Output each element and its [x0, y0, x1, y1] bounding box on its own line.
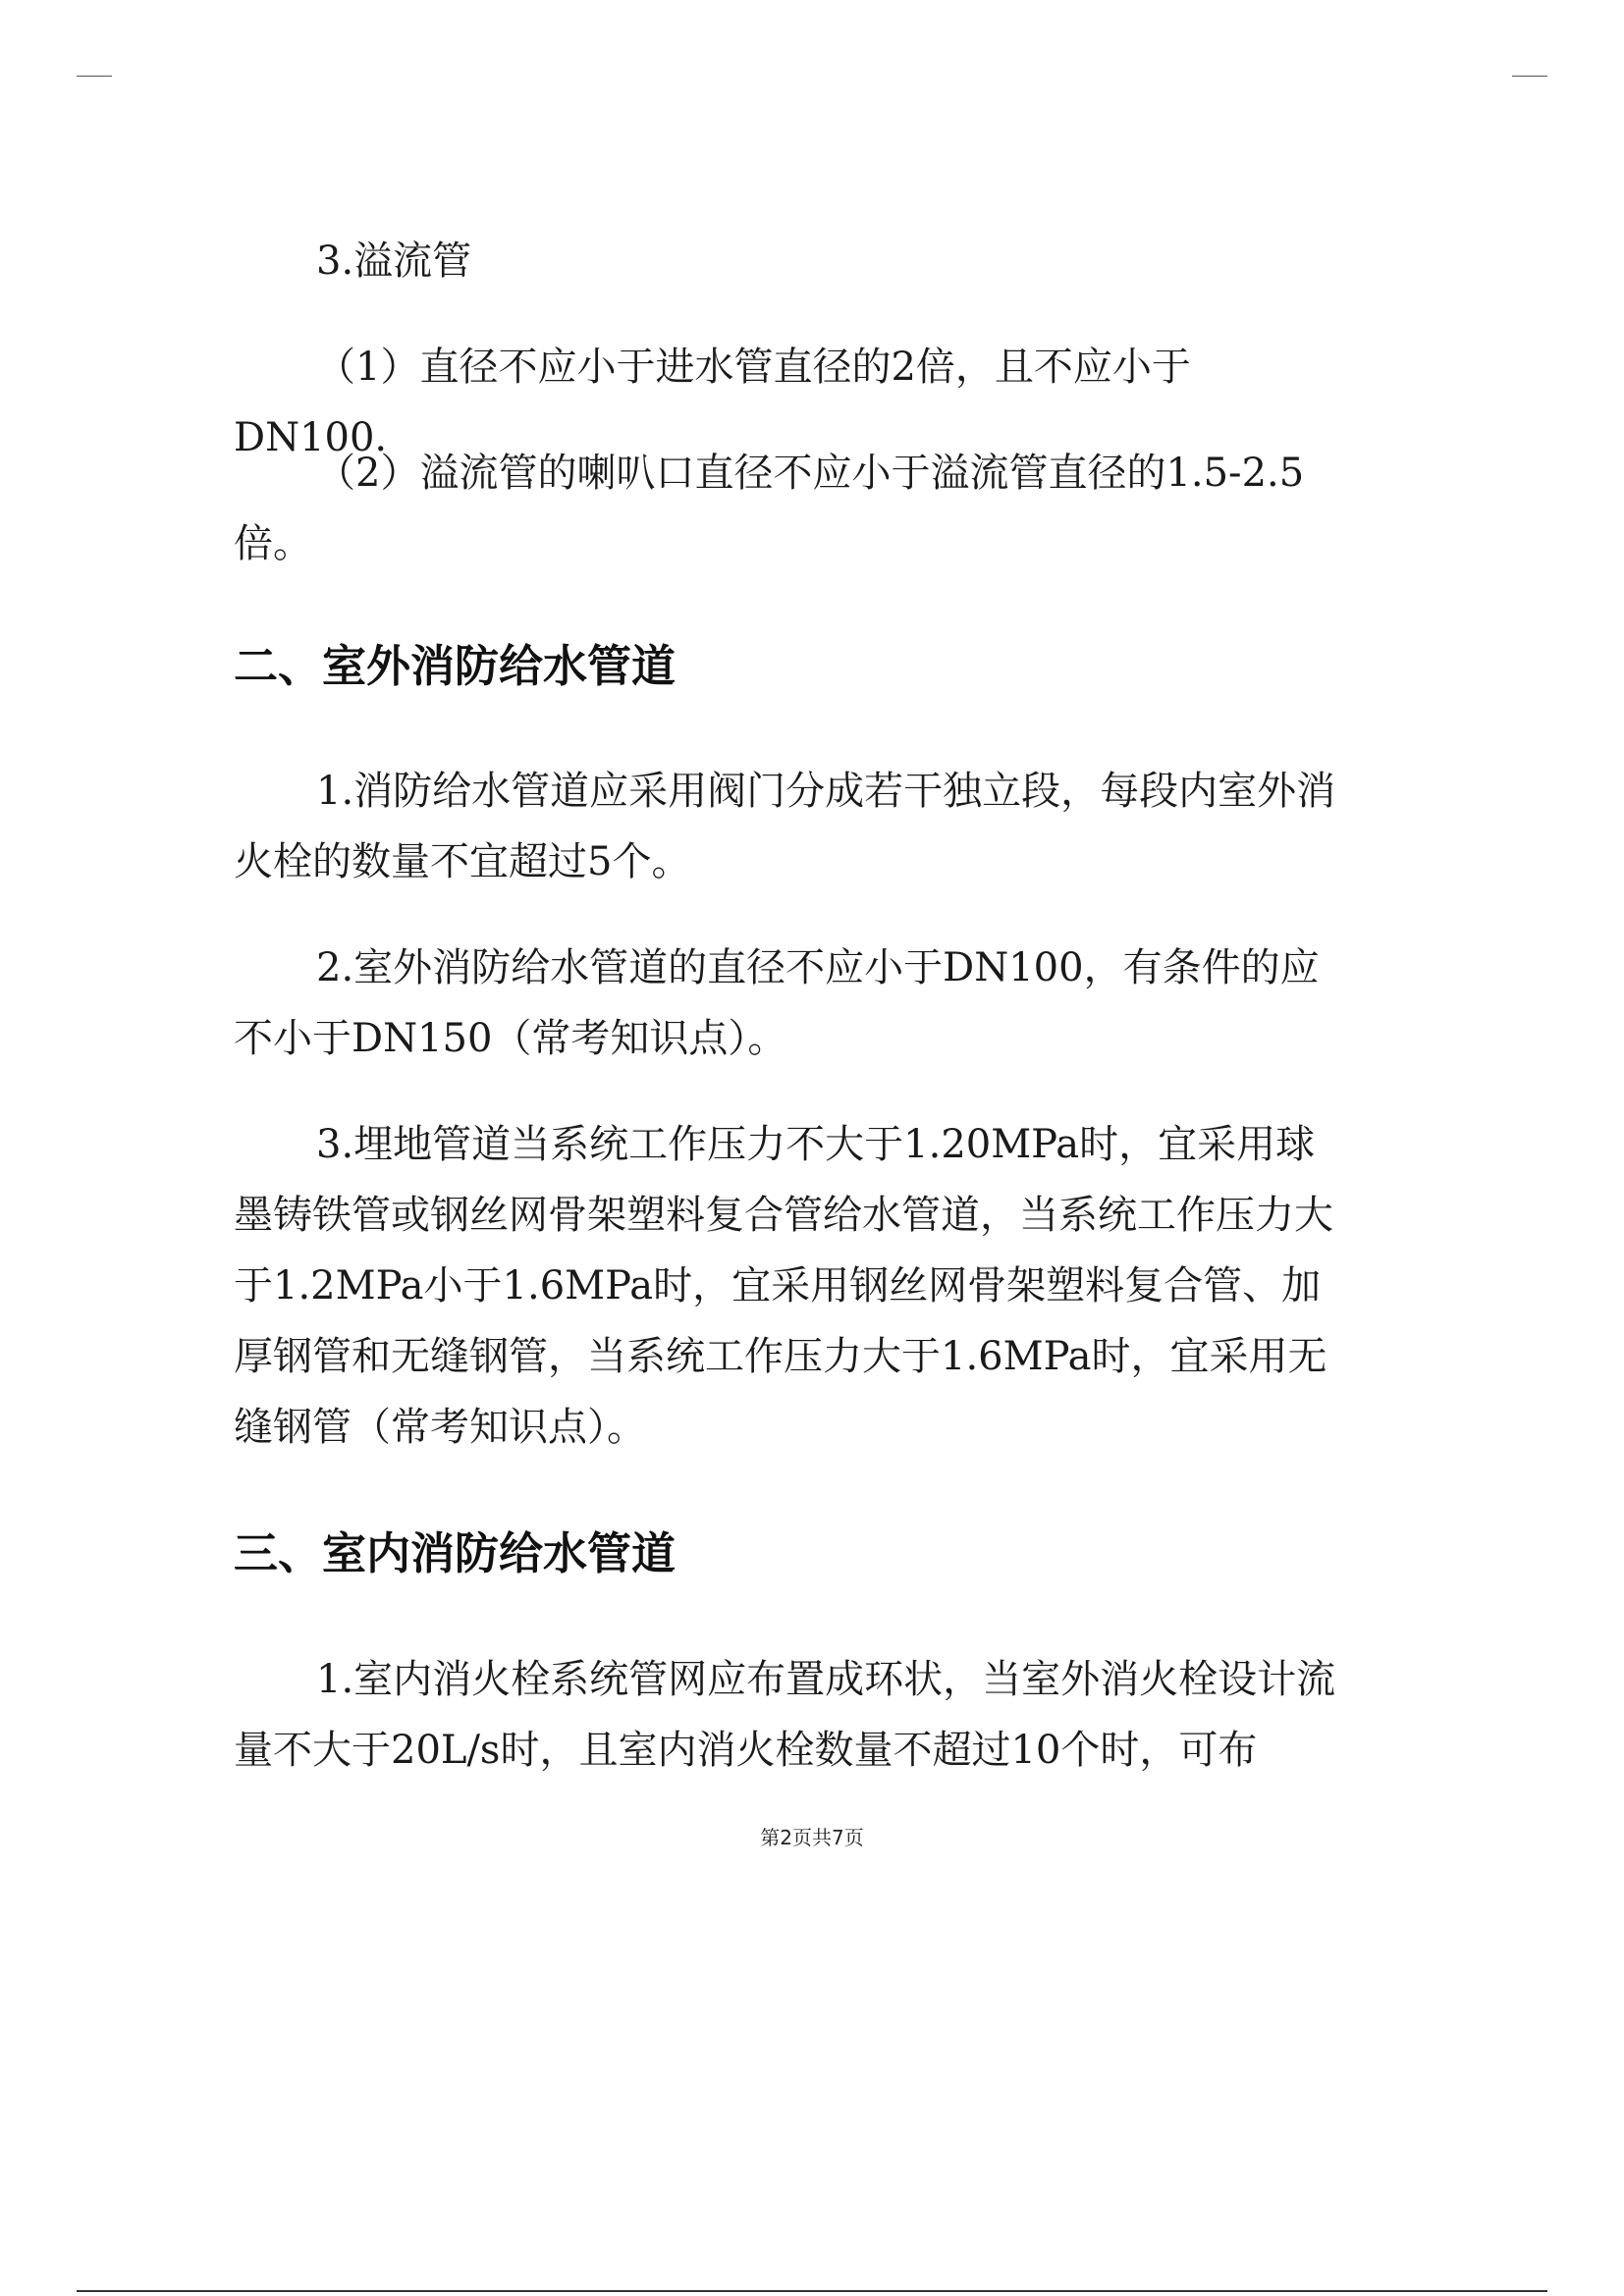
overflow-pipe-item-2: （2）溢流管的喇叭口直径不应小于溢流管直径的1.5-2.5倍。 [234, 451, 1305, 566]
bottom-rule [77, 2290, 1547, 2292]
section-heading-outdoor: 二、室外消防给水管道 [234, 640, 677, 692]
page-number: 第2页共7页 [760, 1826, 864, 1849]
outdoor-item-2: 2.室外消防给水管道的直径不应小于DN100，有条件的应不小于DN150（常考知识点）。 [234, 945, 1320, 1061]
outdoor-item-1: 1.消防给水管道应采用阀门分成若干独立段，每段内室外消火栓的数量不宜超过5个。 [234, 769, 1336, 884]
outdoor-item-3: 3.埋地管道当系统工作压力不大于1.20MPa时，宜采用球墨铸铁管或钢丝网骨架塑料复合管给水管道，当系统工作压力大于1.2MPa小于1.6MPa时，宜采用钢丝网骨架塑料复合管、加厚钢管和无缝钢管，当系统工作压力大于1.6MPa时，宜采用无缝钢管（常考知识点）。 [234, 1122, 1333, 1450]
section-heading-indoor: 三、室内消防给水管道 [234, 1527, 677, 1579]
overflow-pipe-item-1: （1）直径不应小于进水管直径的2倍，且不应小于DN100. [234, 345, 1191, 460]
corner-mark-right [1512, 76, 1547, 77]
corner-mark-left [77, 76, 112, 77]
indoor-item-1: 1.室内消火栓系统管网应布置成环状，当室外消火栓设计流量不大于20L/s时，且室内消火栓数量不超过10个时，可布 [234, 1657, 1336, 1773]
overflow-pipe-title: 3.溢流管 [316, 239, 472, 284]
